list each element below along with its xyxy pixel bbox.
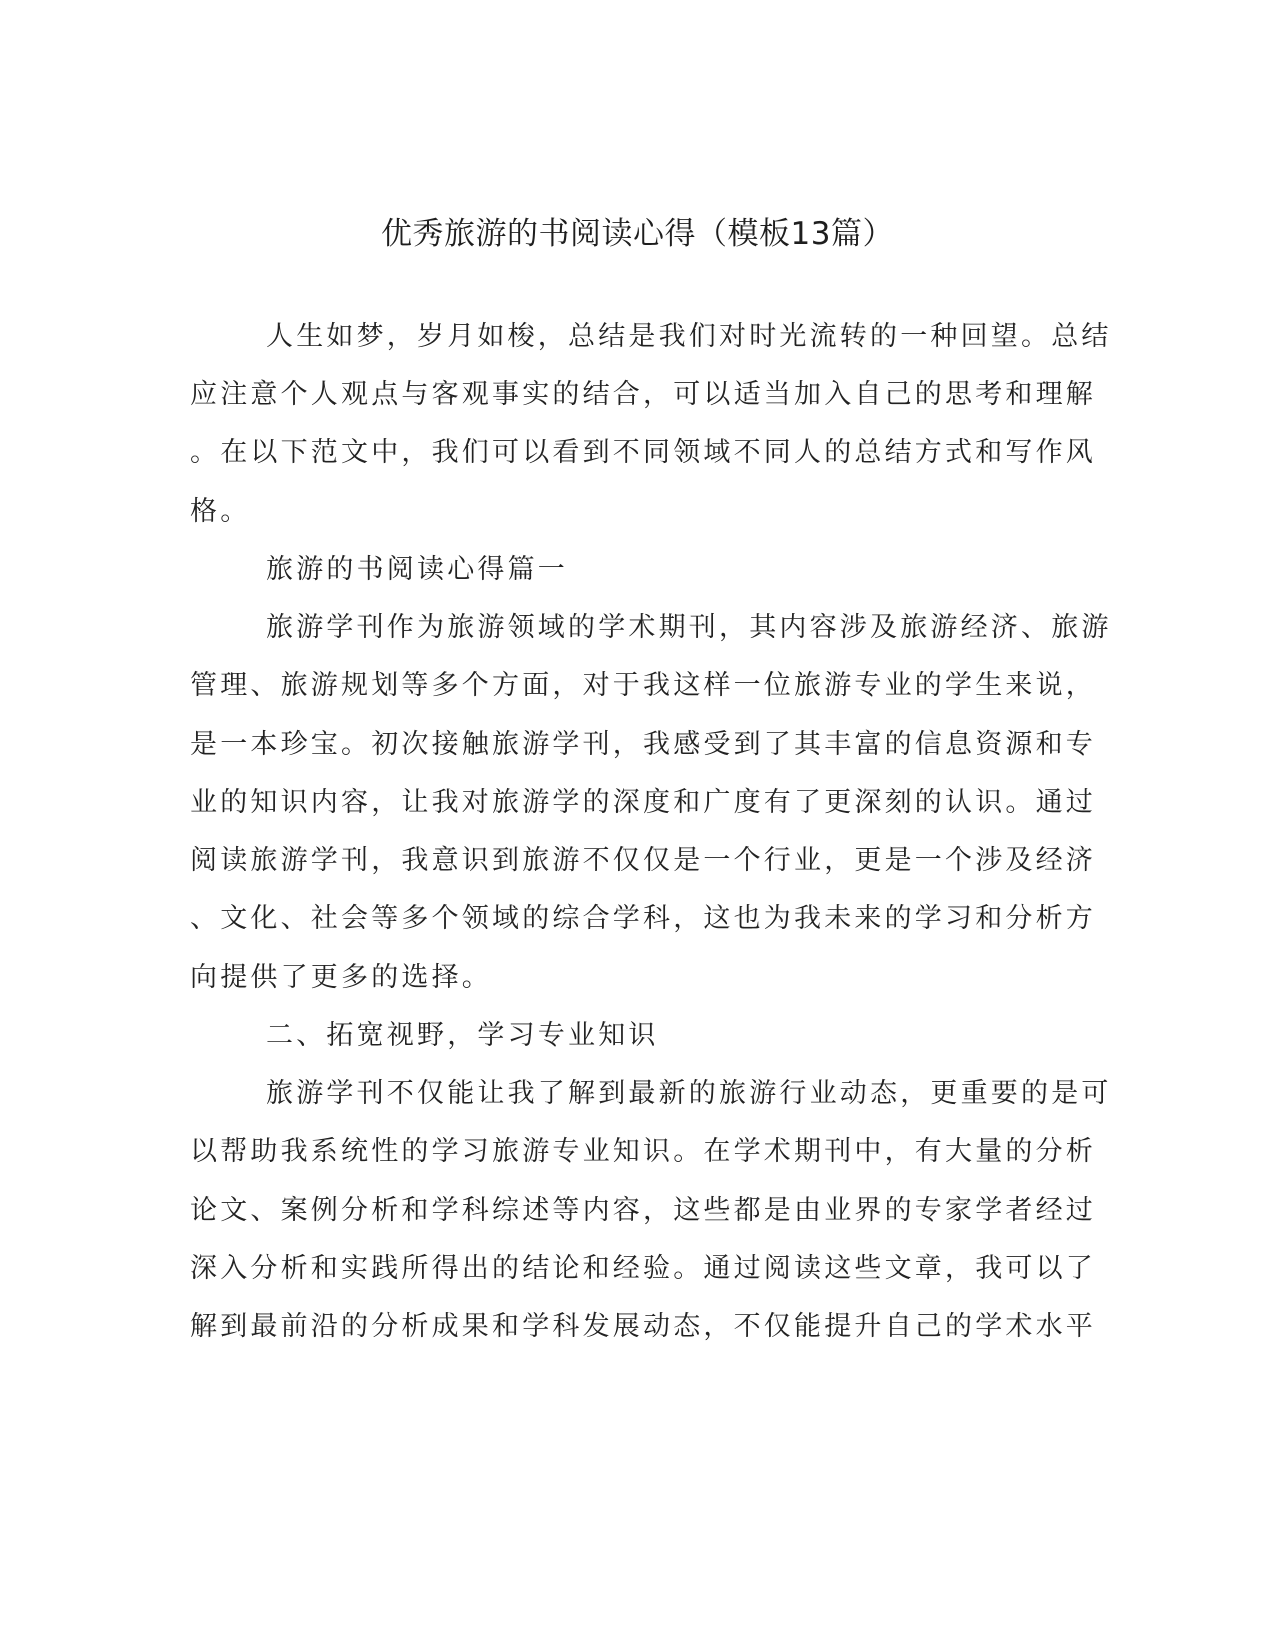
paragraph-line: 以帮助我系统性的学习旅游专业知识。在学术期刊中，有大量的分析	[190, 1136, 1096, 1167]
paragraph-line: 解到最前沿的分析成果和学科发展动态，不仅能提升自己的学术水平	[190, 1311, 1096, 1342]
paragraph-line: 旅游学刊作为旅游领域的学术期刊，其内容涉及旅游经济、旅游	[266, 612, 1112, 643]
paragraph-line: 格。	[190, 496, 251, 527]
paragraph-line: 深入分析和实践所得出的结论和经验。通过阅读这些文章，我可以了	[190, 1253, 1096, 1284]
paragraph-line: 向提供了更多的选择。	[190, 962, 492, 993]
section-heading: 二、拓宽视野，学习专业知识	[266, 1020, 659, 1051]
paragraph-line: 人生如梦，岁月如梭，总结是我们对时光流转的一种回望。总结	[266, 321, 1112, 352]
paragraph-line: 、文化、社会等多个领域的综合学科，这也为我未来的学习和分析方	[190, 903, 1096, 934]
paragraph-line: 阅读旅游学刊，我意识到旅游不仅仅是一个行业，更是一个涉及经济	[190, 845, 1096, 876]
paragraph-line: 应注意个人观点与客观事实的结合，可以适当加入自己的思考和理解	[190, 379, 1096, 410]
paragraph-line: 旅游学刊不仅能让我了解到最新的旅游行业动态，更重要的是可	[266, 1078, 1112, 1109]
section-heading: 旅游的书阅读心得篇一	[266, 554, 568, 585]
paragraph-line: 管理、旅游规划等多个方面，对于我这样一位旅游专业的学生来说，	[190, 670, 1096, 701]
document-title: 优秀旅游的书阅读心得（模板13篇）	[381, 216, 894, 252]
paragraph-line: 。在以下范文中，我们可以看到不同领域不同人的总结方式和写作风	[190, 437, 1096, 468]
paragraph-line: 是一本珍宝。初次接触旅游学刊，我感受到了其丰富的信息资源和专	[190, 729, 1096, 760]
paragraph-line: 论文、案例分析和学科综述等内容，这些都是由业界的专家学者经过	[190, 1195, 1096, 1226]
paragraph-line: 业的知识内容，让我对旅游学的深度和广度有了更深刻的认识。通过	[190, 787, 1096, 818]
